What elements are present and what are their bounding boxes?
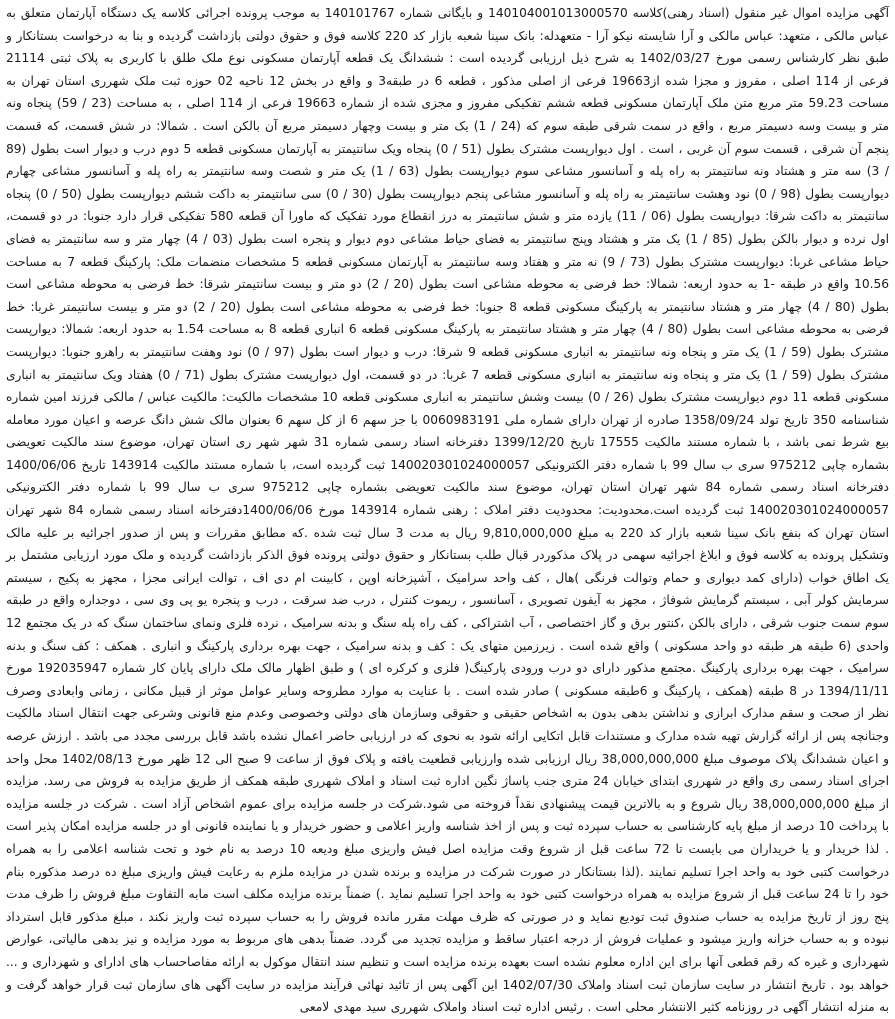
auction-notice-text: آگهی مزایده اموال غیر منقول (اسناد رهنی)کلاسه 140104001013000570 و بایگانی شماره 140101767 به موجب پرونده اجرائی کلاسه یک دستگاه آپارتمان متعلق به عباس مالکی ، متعهد: عباس مالکی و آرا شایسته نیکو آرا - متعهدله: بانک سینا شعبه بازار کد 220 کلاسه فوق و حقوق دولتی بازداشت گردیده و بنا به درخواست بستانکار و طبق نظر کارشناس رسمی مورخ 1402/03/27 به شرح ذیل ارزیابی گردیده است : ششدانگ یک قطعه آپارتمان مسکونی نوع ملک طلق با کاربری به پلاک ثبتی 21114 فرعی از 114 اصلی ، مفروز و مجزا شده از19663 فرعی از اصلی مذکور ، قطعه 6 در طبقه3 و واقع در بخش 12 ناحیه 02 حوزه ثبت ملک شهرری استان تهران به مساحت 59.23 متر مربع متن ملک آپارتمان مسکونی قطعه ششم تفکیکی مفروز و مجزی شده از شماره 19663 فرعی از 114 اصلی ، به مساحت (23 / 59) پنجاه ونه متر و بیست وسه دسیمتر مربع ، واقع در سمت شرقی طبقه سوم که (24 / 1) یک متر و بیست وچهار دسیمتر مربع آن بالکن است . شمالا: در شش قسمت، که قسمت پنجم آن شرقی ، قسمت سوم آن غربی ، است . اول دیوارپست مشترک بطول (51 / 0) پنجاه ویک سانتیمتر به آپارتمان مسکونی قطعه 5 دوم درب و دیوار است بطول (89 / 3) سه متر و هشتاد ونه سانتیمتر به راه پله و آسانسور مشاعی سوم دیوارپست بطول (63 / 1) یک متر و شصت وسه سانتیمتر به راه پله و آسانسور مشاعی چهارم دیوارپست بطول (98 / 0) نود وهشت سانتیمتر به راه پله و آسانسور مشاعی پنجم دیوارپست بطول (30 / 0) سی سانتیمتر به داکت ششم دیوارپست بطول (50 / 0) پنجاه سانتیمتر به داکت شرقا: دیوارپست بطول (06 / 11) یازده متر و شش سانتیمتر به درز انقطاع مورد تفکیک که ماورا آن قطعه 580 تفکیکی قرار دارد جنوبا: در دو قسمت، اول نرده و دیوار بالکن بطول (85 / 1) یک متر و هشتاد وپنج سانتیمتر به فضای حیاط مشاعی دوم دیوار و پنجره است بطول (03 / 4) چهار متر و سه سانتیمتر به فضای حیاط مشاعی غربا: دیوارپست مشترک بطول (73 / 9) نه متر و هفتاد وسه سانتیمتر به آپارتمان مسکونی قطعه 5 مشخصات منضمات ملک: پارکینگ قطعه 7 به مساحت 10.56 واقع در طبقه -1 به حدود اربعه: شمالا: خط فرضی به محوطه مشاعی است بطول (20 / 2) دو متر و بیست سانتیمتر شرقا: خط فرضی به محوطه مشاعی است بطول (80 / 4) چهار متر و هشتاد سانتیمتر به پارکینگ مسکونی قطعه 8 جنوبا: خط فرضی به محوطه مشاعی است بطول (20 / 2) دو متر و بیست سانتیمتر غربا: خط فرضی به محوطه مشاعی است بطول (80 / 4) چهار متر و هشتاد سانتیمتر به پارکینگ مسکونی قطعه 6 انباری قطعه 8 به مساحت 1.54 به حدود اربعه: شمالا: دیوارپست مشترک بطول (59 / 1) یک متر و پنجاه ونه سانتیمتر به انباری مسکونی قطعه 9 شرقا: درب و دیوار است بطول (97 / 0) نود وهفت سانتیمتر به راهرو جنوبا: دیوارپست مشترک بطول (59 / 1) یک متر و پنجاه ونه سانتیمتر به انباری مسکونی قطعه 7 غربا: در دو قسمت، اول دیوارپست مشترک بطول (71 / 0) هفتاد ویک سانتیمتر به انباری مسکونی قطعه 11 دوم دیوارپست مشترک بطول (26 / 0) بیست وشش سانتیمتر به انباری مسکونی قطعه 10 مشخصات مالکیت: مالکیت عباس / مالکی فرزند امین شماره شناسنامه 350 تاریخ تولد 1358/09/24 صادره از تهران دارای شماره ملی 0060983191 با جز سهم 6 از کل سهم 6 بعنوان مالک شش دانگ عرصه و اعیان مورد معامله بیع شرط نمی باشد ، با شماره مستند مالکیت 17555 تاریخ 1399/12/20 دفترخانه اسناد رسمی شماره 31 شهر شهر ری استان تهران، موضوع سند مالکیت تعویضی بشماره چاپی 975212 سری ب سال 99 با شماره دفتر الکترونیکی 140020301024000057 ثبت گردیده است، با شماره مستند مالکیت 143914 تاریخ 1400/06/06 دفترخانه اسناد رسمی شماره 84 شهر تهران استان تهران، موضوع سند مالکیت تعویضی بشماره چاپی 975212 سری ب سال 99 با شماره دفتر الکترونیکی 140020301024000057 ثبت گردیده است.محدودیت: محدودیت دفتر املاک : رهنی شماره 143914 مورخ 1400/06/06دفترخانه اسناد رسمی شماره 84 شهر تهران استان تهران که بنفع بانک سینا شعبه بازار کد 220 به مبلغ 9,810,000,000 ریال به مدت 3 سال ثبت شده .که مطابق مقررات و پس از صدور اجرائیه بر علیه مالک وتشکیل پرونده به کلاسه فوق و ابلاغ اجرائیه سهمی در پلاک مذکوردر قبال طلب بستانکار و حقوق دولتی پرونده فوق الذکر بازداشت گردیده و ملک مورد ارزیابی مشتمل بر یک اطاق خواب (دارای کمد دیواری و حمام وتوالت فرنگی )هال ، کف واحد سرامیک ، آشپزخانه اوپن ، کابینت ام دی اف ، توالت ایرانی مجزا ، مجهز به پکیج ، سیستم سرمایش کولر آبی ، سیستم گرمایش شوفاژ ، مجهز به آیفون تصویری ، آسانسور ، ریموت کنترل ، درب ضد سرقت ، درب و پنجره یو پی وی سی ، دوجداره واقع در طبقه سوم سمت جنوب شرقی ، دارای بالکن ،کنتور برق و گاز اختصاصی ، آب اشتراکی ، کف راه پله سنگ و بدنه سرامیک ، نرده فلزی ونمای ساختمان سنگ که در یک مجتمع 12 واحدی (6 طبقه هر طبقه دو واحد مسکونی ) واقع شده است . زیرزمین متهای یک : کف و بدنه سرامیک ، جهت بهره برداری پارکینگ و انباری . همکف : کف سنگ و بدنه سرامیک ، جهت بهره برداری پارکینگ .مجتمع مذکور دارای دو درب ورودی پارکینگ( فلزی و کرکره ای ) و طبق اظهار مالک ملک دارای پایان کار شماره 192035947 مورخ 1394/11/11 در 8 طبقه (همکف ، پارکینگ و 6طبقه مسکونی ) صادر شده است . با عنایت به موارد مطروحه وسایر عوامل موثر از قبیل مکانی ، زمانی وابعادی وصرف نظر از صحت و سقم مدارک ابرازی و نداشتن بدهی بدون به اشخاص حقیقی و حقوقی وسازمان های دولتی وخصوصی وعدم منع قانونی وشرعی جهت انتقال اسناد مالکیت وجنانچه پس از ارائه گزارش تهیه شده مدارک و مستندات قابل اتکایی ارائه شود به نحوی که در ارزیابی حاضر اعمال نشده باشد قابل بررسی مجدد می باشد . ارزش عرصه و اعیان ششدانگ پلاک موصوف مبلغ 38,000,000,000 ریال ارزیابی شده وارزیابی قطعیت یافته و پلاک فوق از ساعت 9 صبح الی 12 ظهر مورخ 1402/08/13 محل واحد اجرای اسناد رسمی ری واقع در شهرری ابتدای خیابان 24 متری جنب پاساژ نگین اداره ثبت اسناد و املاک شهرری طبقه همکف از طریق مزایده به فروش می رسد. مزایده از مبلغ 38,000,000,000 ریال شروع و به بالاترین قیمت پیشنهادی نقداً فروخته می شود.شرکت در جلسه مزایده برای عموم اشخاص آزاد است . شرکت در جلسه مزایده با پرداخت 10 درصد از مبلغ پایه کارشناسی به حساب سپرده ثبت و پس از اخذ شناسه واریز اعلامی و حضور خریدار و یا نماینده قانونی او در جلسه مزایده امکان پذیر است . لذا خریدار و یا خریداران می بایست تا 72 ساعت قبل از شروع وقت مزایده اصل فیش واریزی مبلغ ودیعه 10 درصد به نام خود و تحت شناسه اعلامی را به همراه درخواست کتبی خود به واحد اجرا تسلیم نمایند .(لذا بستانکار در صورت شرکت در مزایده و برنده شدن در مزایده ملزم به رعایت فیش واریزی مبلغ ده درصد مذکوره بنام خود را تا 24 ساعت قبل از شروع مزایده به همراه درخواست کتبی خود به واحد اجرا تسلیم نماید .) ضمناً برنده مزایده مکلف است مابه التفاوت مبلغ فروش را ظرف مدت پنج روز از تاریخ مزایده به حساب صندوق ثبت تودیع نماید و در صورتی که ظرف مهلت مقرر مانده فروش را به حساب سپرده ثبت واریز نکند ، مبلغ مذکور قابل استرداد نبوده و به حساب خزانه واریز میشود و عملیات فروش از درجه اعتبار ساقط و مزایده تجدید می گردد. ضمناً بدهی های مربوط به مورد مزایده و نیز بدهی مالیاتی، عوارض شهرداری و غیره که رقم قطعی آنها برای این اداره معلوم نشده است بعهده برنده مزایده است و تنظیم سند انتقال موکول به ارائه مفاصاحساب های ادارای و شهرداری و ... خواهد بود . تاریخ انتشار در سایت سازمان ثبت اسناد واملاک 1402/07/30 این آگهی پس از تائید نهائی فرآیند مزایده در سایت آگهی های سازمان ثبت قرار خواهد گرفت و به منزله انتشار آگهی در روزنامه کثیر الانتشار محلی است . رئیس اداره ثبت اسناد واملاک شهرری سید مهدی لامعی [6, 6, 890, 1015]
